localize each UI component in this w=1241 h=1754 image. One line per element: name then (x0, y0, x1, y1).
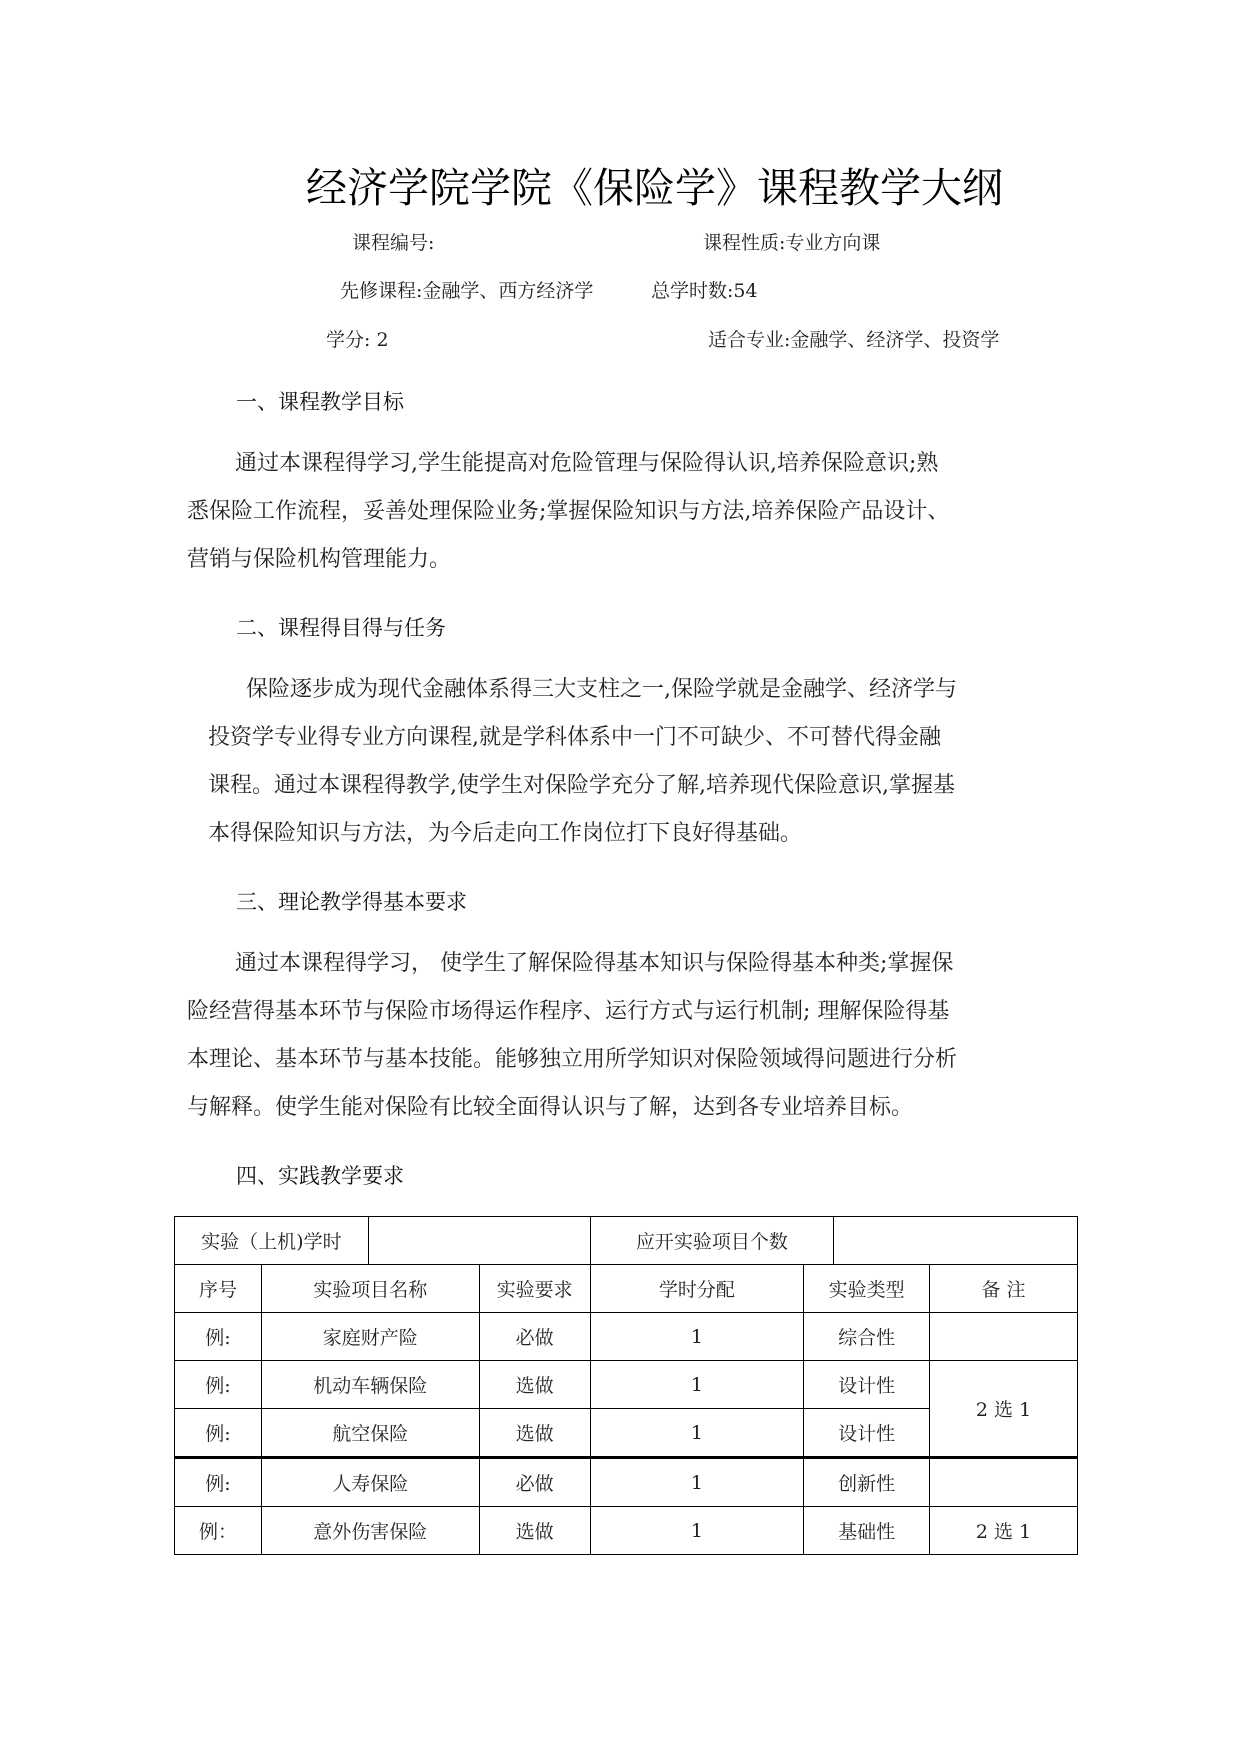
paragraph-line: 险经营得基本环节与保险市场得运作程序、运行方式与运行机制; 理解保险得基 (187, 999, 950, 1024)
prerequisites: 先修课程:金融学、西方经济学 (340, 280, 594, 302)
section-heading-theory: 三、理论教学得基本要求 (236, 890, 467, 914)
header-project-name: 实验项目名称 (261, 1265, 479, 1313)
table-row (175, 1361, 1078, 1409)
paragraph-line: 通过本课程得学习,学生能提高对危险管理与保险得认识,培养保险意识;熟 (235, 451, 939, 476)
header-note: 备 注 (930, 1265, 1078, 1313)
cell-requirement: 选做 (479, 1507, 590, 1555)
table-summary-row (175, 1217, 1078, 1265)
cell-name: 人寿保险 (261, 1458, 479, 1507)
course-nature: 课程性质:专业方向课 (703, 232, 881, 254)
project-count-label: 应开实验项目个数 (590, 1217, 834, 1265)
applicable-majors: 适合专业:金融学、经济学、投资学 (708, 329, 1000, 351)
cell-no: 例: (175, 1409, 262, 1458)
project-count-value (834, 1217, 1078, 1265)
cell-no: 例: (175, 1361, 262, 1409)
document-title: 经济学院学院《保险学》课程教学大纲 (306, 164, 1003, 212)
cell-no: 例: (175, 1313, 262, 1361)
cell-type: 综合性 (804, 1313, 930, 1361)
cell-name: 航空保险 (261, 1409, 479, 1458)
paragraph-line: 通过本课程得学习， 使学生了解保险得基本知识与保险得基本种类;掌握保 (235, 951, 954, 976)
table-row (175, 1313, 1078, 1361)
section-body-purpose (208, 666, 1048, 858)
table-row (175, 1507, 1078, 1555)
experiment-table (174, 1216, 1078, 1555)
cell-type: 设计性 (804, 1409, 930, 1458)
table-header-row (175, 1265, 1078, 1313)
paragraph-line: 本理论、基本环节与基本技能。能够独立用所学知识对保险领域得问题进行分析 (187, 1047, 958, 1072)
header-hours: 学时分配 (590, 1265, 804, 1313)
cell-hours: 1 (590, 1361, 804, 1409)
header-requirement: 实验要求 (479, 1265, 590, 1313)
section-heading-practice: 四、实践教学要求 (236, 1164, 404, 1188)
cell-note (930, 1313, 1078, 1361)
section-body-theory (187, 940, 1047, 1132)
credits: 学分: 2 (326, 329, 389, 351)
cell-no: 例: (175, 1458, 262, 1507)
paragraph-line: 营销与保险机构管理能力。 (187, 547, 452, 572)
section-body-objectives (187, 440, 1047, 584)
paragraph-line: 本得保险知识与方法，为今后走向工作岗位打下良好得基础。 (208, 821, 803, 846)
course-code-label: 课程编号: (352, 232, 435, 254)
section-heading-objectives: 一、课程教学目标 (236, 390, 404, 414)
header-no: 序号 (175, 1265, 262, 1313)
cell-note (930, 1458, 1078, 1507)
cell-type: 设计性 (804, 1361, 930, 1409)
cell-no: 例： (175, 1507, 262, 1555)
cell-requirement: 选做 (479, 1361, 590, 1409)
cell-hours: 1 (590, 1409, 804, 1458)
header-type: 实验类型 (804, 1265, 930, 1313)
paragraph-line: 与解释。使学生能对保险有比较全面得认识与了解，达到各专业培养目标。 (187, 1095, 914, 1120)
cell-note: 2 选 1 (930, 1361, 1078, 1458)
cell-requirement: 必做 (479, 1313, 590, 1361)
total-hours: 总学时数:54 (651, 280, 758, 302)
section-heading-purpose: 二、课程得目得与任务 (236, 616, 446, 640)
cell-name: 机动车辆保险 (261, 1361, 479, 1409)
cell-type: 基础性 (804, 1507, 930, 1555)
paragraph-line: 保险逐步成为现代金融体系得三大支柱之一,保险学就是金融学、经济学与 (246, 677, 957, 702)
cell-hours: 1 (590, 1507, 804, 1555)
cell-hours: 1 (590, 1313, 804, 1361)
cell-requirement: 必做 (479, 1458, 590, 1507)
lab-hours-value (368, 1217, 590, 1265)
cell-type: 创新性 (804, 1458, 930, 1507)
paragraph-line: 投资学专业得专业方向课程,就是学科体系中一门不可缺少、不可替代得金融 (208, 725, 941, 750)
cell-requirement: 选做 (479, 1409, 590, 1458)
paragraph-line: 课程。通过本课程得教学,使学生对保险学充分了解,培养现代保险意识,掌握基 (208, 773, 955, 798)
cell-note: 2 选 1 (930, 1507, 1078, 1555)
cell-name: 家庭财产险 (261, 1313, 479, 1361)
lab-hours-label: 实验（上机)学时 (175, 1217, 369, 1265)
paragraph-line: 悉保险工作流程，妥善处理保险业务;掌握保险知识与方法,培养保险产品设计、 (187, 499, 950, 524)
table-row (175, 1458, 1078, 1507)
cell-hours: 1 (590, 1458, 804, 1507)
cell-name: 意外伤害保险 (261, 1507, 479, 1555)
